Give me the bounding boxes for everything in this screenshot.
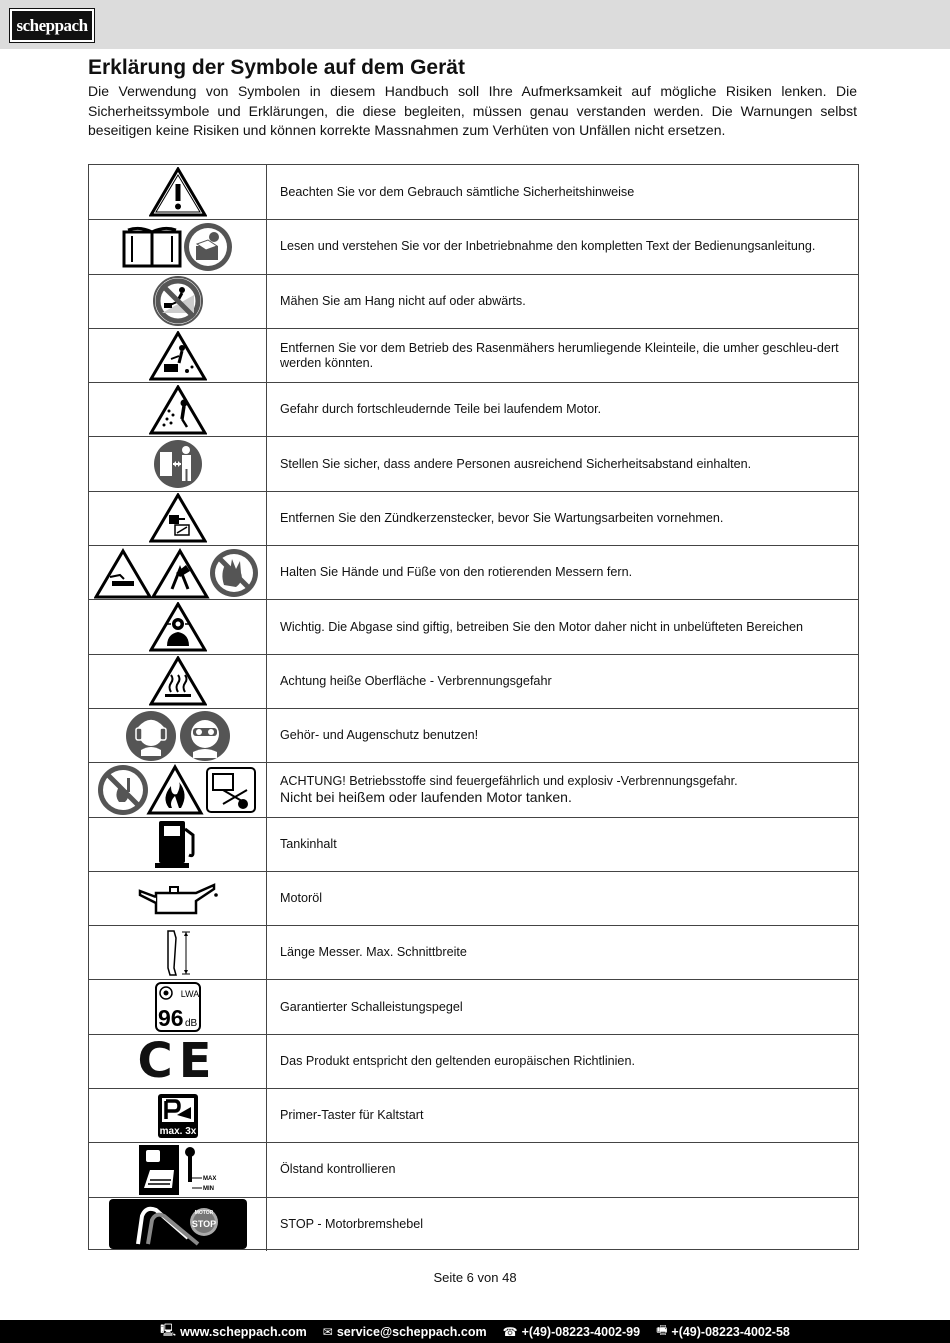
oil-min-label: MIN — [202, 1185, 214, 1192]
table-row — [89, 1142, 858, 1196]
footer-fax: +(49)-08223-4002-58 — [671, 1324, 790, 1339]
oil-max-label: MAX — [202, 1175, 216, 1182]
ear-eye-protection-icon — [125, 710, 231, 762]
blade-hands-feet-warning-icon — [94, 547, 262, 599]
ce-mark-icon: CE — [137, 1033, 218, 1090]
motor-brake-lever-icon — [108, 1198, 248, 1250]
scheppach-logo — [10, 9, 94, 42]
table-row — [89, 274, 858, 328]
symbol-text: Tankinhalt — [280, 836, 337, 851]
table-row — [89, 654, 858, 708]
icon-cell — [89, 1198, 267, 1251]
phone-icon: ☎ — [502, 1324, 518, 1339]
table-row — [89, 762, 858, 816]
stop-label: STOP — [191, 1219, 216, 1230]
table-row — [89, 708, 858, 762]
no-slope-mowing-icon — [152, 275, 204, 327]
fuel-pump-icon — [155, 819, 201, 869]
symbol-text: Achtung heiße Oberfläche - Verbrennungsgefahr — [280, 673, 552, 688]
icon-cell — [89, 926, 267, 979]
blade-length-icon — [158, 928, 198, 978]
flying-parts-warning-icon — [149, 385, 207, 435]
icon-cell — [89, 818, 267, 871]
table-row — [89, 817, 858, 871]
icon-cell — [89, 1035, 267, 1088]
toxic-fumes-warning-icon — [149, 602, 207, 652]
intro-paragraph: Die Verwendung von Symbolen in diesem Handbuch soll Ihre Aufmerksamkeit auf mögliche Risiken lenken. Die Sicherheitssymbole und Erklärungen, die diese begleiten, müssen genau verstanden werden. Die Warnungen selbst beseitigen keine Risiken und können korrekte Massnahmen zum Verhüten von Unfällen nicht ersetzen. — [88, 83, 857, 138]
remove-debris-warning-icon — [149, 331, 207, 381]
symbol-text: Garantierter Schalleistungspegel — [280, 999, 463, 1014]
sound-power-level-icon — [154, 981, 202, 1033]
oil-can-icon — [138, 881, 218, 917]
icon-cell — [89, 437, 267, 490]
symbol-text: Gehör- und Augenschutz benutzen! — [280, 728, 479, 743]
symbol-text: Stellen Sie sicher, dass andere Personen ausreichend Sicherheitsabstand einhalten. — [280, 456, 752, 471]
table-row — [89, 165, 858, 219]
table-row — [89, 219, 858, 273]
table-row — [89, 871, 858, 925]
warning-exclamation-icon — [149, 167, 207, 217]
symbol-text: STOP - Motorbremshebel — [280, 1216, 424, 1231]
page-number: Seite 6 von 48 — [433, 1270, 517, 1285]
page-title: Erklärung der Symbole auf dem Gerät — [88, 56, 465, 79]
footer-email-link[interactable]: service@scheppach.com — [336, 1324, 487, 1339]
table-row — [89, 545, 858, 599]
table-row — [89, 1197, 858, 1251]
logo-text: scheppach — [16, 15, 88, 35]
primer-label: max. 3x — [159, 1125, 196, 1137]
icon-cell — [89, 383, 267, 436]
motor-label: MOTOR — [194, 1210, 213, 1217]
symbol-text: Mähen Sie am Hang nicht auf oder abwärts. — [280, 293, 526, 308]
symbol-table — [88, 164, 859, 1250]
symbol-text: Lesen und verstehen Sie vor der Inbetriebnahme den kompletten Text der Bedienungsanleitung. — [280, 239, 816, 254]
keep-distance-icon — [152, 438, 204, 490]
symbol-text: Entfernen Sie den Zündkerzenstecker, bevor Sie Wartungsarbeiten vornehmen. — [280, 510, 724, 525]
icon-cell — [89, 220, 267, 273]
table-row — [89, 436, 858, 490]
fax-icon: 🖷 — [656, 1323, 668, 1337]
hot-surface-warning-icon — [149, 656, 207, 706]
primer-button-icon — [157, 1093, 199, 1139]
icon-cell — [89, 763, 267, 816]
symbol-text: Ölstand kontrollieren — [280, 1162, 396, 1177]
table-row — [89, 491, 858, 545]
symbol-text: Wichtig. Die Abgase sind giftig, betreiben Sie den Motor daher nicht in unbelüfteten Bereichen — [280, 619, 803, 634]
symbol-text: Primer-Taster für Kaltstart — [280, 1108, 424, 1123]
icon-cell — [89, 329, 267, 382]
symbol-text: Gefahr durch fortschleudernde Teile bei laufendem Motor. — [280, 402, 602, 417]
symbol-text: ACHTUNG! Betriebsstoffe sind feuergefährlich und explosiv -Verbrennungsgefahr. — [280, 773, 738, 788]
symbol-text: Beachten Sie vor dem Gebrauch sämtliche Sicherheitshinweise — [280, 184, 635, 199]
table-row — [89, 328, 858, 382]
icon-cell — [89, 1143, 267, 1196]
envelope-icon: ✉ — [322, 1324, 333, 1339]
spark-plug-warning-icon — [149, 493, 207, 543]
fuel-fire-warning-icon — [97, 764, 259, 816]
symbol-text-secondary: Nicht bei heißem oder laufenden Motor tanken. — [280, 788, 572, 805]
table-row — [89, 925, 858, 979]
icon-cell — [89, 275, 267, 328]
sound-unit: dB — [184, 1018, 197, 1030]
header-bar — [0, 0, 950, 49]
symbol-text: Halten Sie Hände und Füße von den rotierenden Messern fern. — [280, 565, 633, 580]
table-row — [89, 1088, 858, 1142]
icon-cell — [89, 1089, 267, 1142]
sound-value: 96 — [157, 1005, 184, 1032]
table-row — [89, 382, 858, 436]
icon-cell — [89, 492, 267, 545]
table-row — [89, 1034, 858, 1088]
icon-cell — [89, 600, 267, 653]
icon-cell — [89, 165, 267, 219]
icon-cell — [89, 872, 267, 925]
symbol-text: Das Produkt entspricht den geltenden europäischen Richtlinien. — [280, 1053, 635, 1068]
icon-cell — [89, 980, 267, 1033]
icon-cell — [89, 655, 267, 708]
table-row — [89, 979, 858, 1033]
oil-level-check-icon — [138, 1144, 218, 1196]
symbol-text: Länge Messer. Max. Schnittbreite — [280, 945, 467, 960]
read-manual-icon — [122, 222, 234, 272]
lwa-label: LWA — [180, 989, 199, 1000]
table-row — [89, 599, 858, 653]
icon-cell — [89, 546, 267, 599]
footer-website-link[interactable]: www.scheppach.com — [180, 1324, 307, 1339]
symbol-text: Entfernen Sie vor dem Betrieb des Rasenmähers herumliegende Kleinteile, die umher geschleu-dert werden könnten. — [280, 340, 839, 370]
icon-cell — [89, 709, 267, 762]
computer-icon: 🖳 — [160, 1323, 177, 1337]
symbol-text: Motoröl — [280, 891, 322, 905]
footer-bar — [0, 1320, 950, 1343]
footer-phone: +(49)-08223-4002-99 — [521, 1324, 641, 1339]
